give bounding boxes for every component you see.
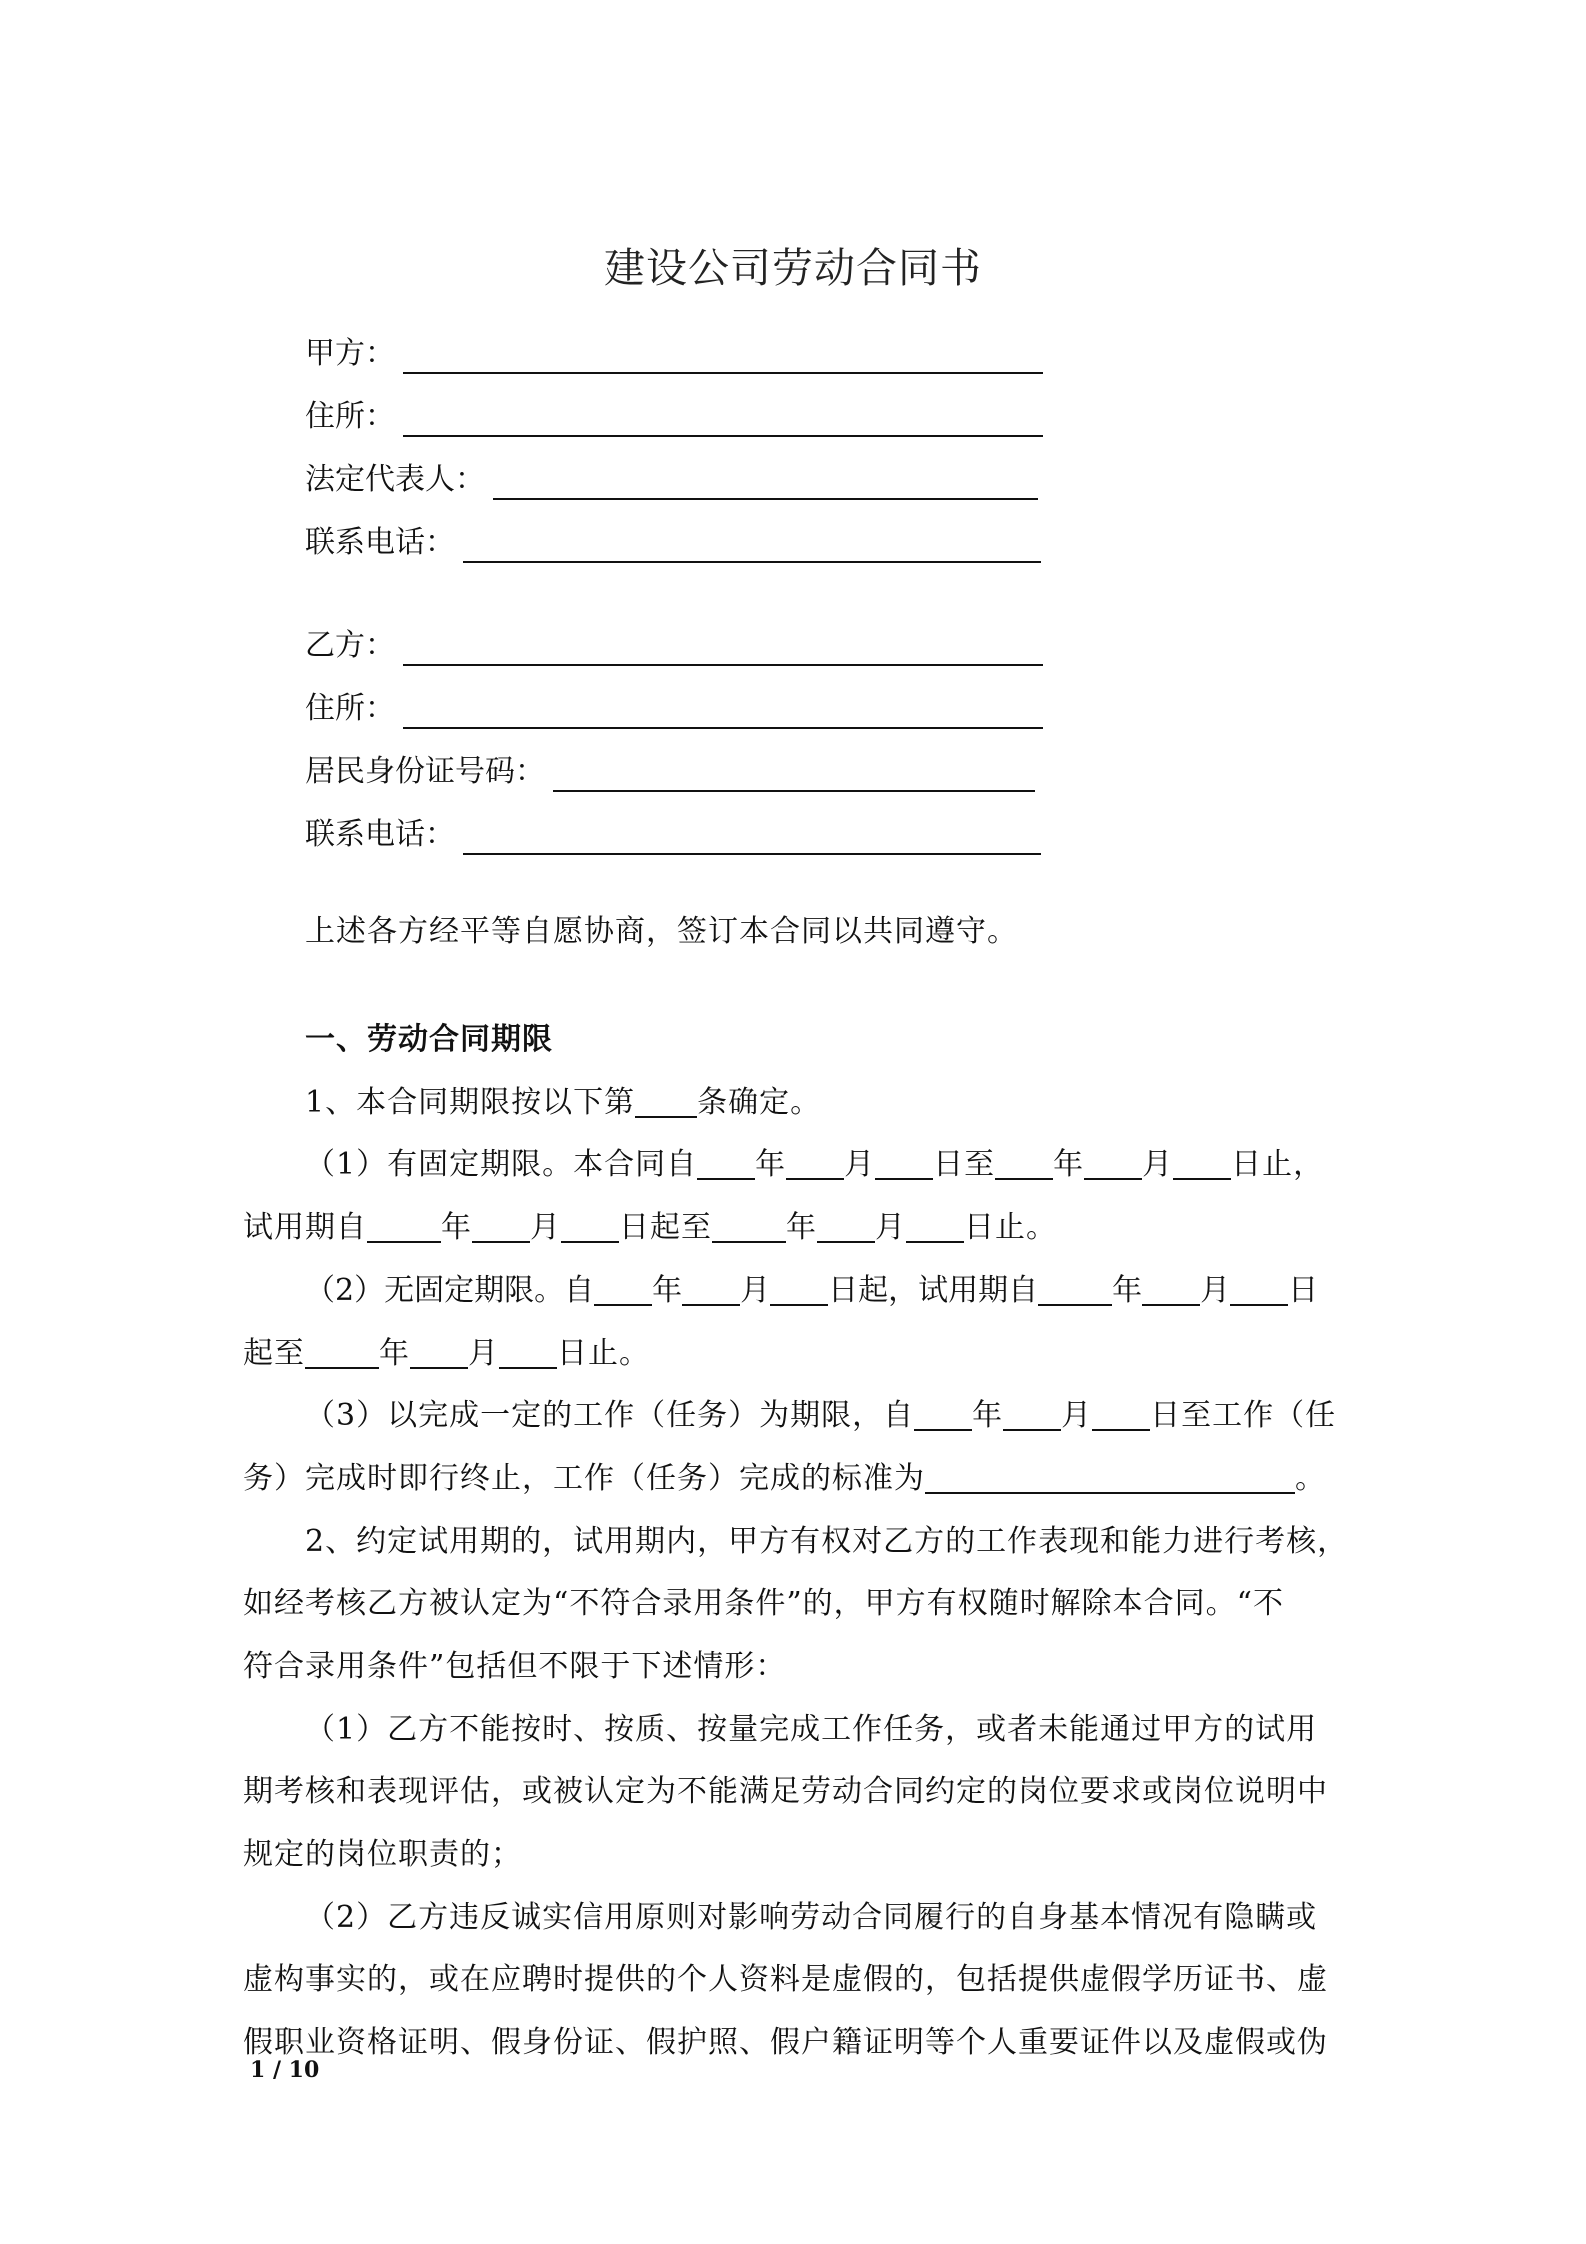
party-b-phone-label: 联系电话： [305,817,455,852]
day-blank[interactable] [875,1148,933,1180]
document-title: 建设公司劳动合同书 [604,244,982,292]
term-item-1 [305,1083,821,1123]
term-item-1-text-b: 条确定。 [697,1085,822,1120]
text: （3）以完成一定的工作（任务）为期限，自 [305,1398,915,1433]
term-option-blank[interactable] [635,1086,697,1118]
year-blank[interactable] [367,1211,441,1243]
text: 日 [1288,1273,1319,1308]
month-blank[interactable] [1084,1148,1142,1180]
page-number: 1 / 10 [250,2057,320,2083]
party-a-name-blank[interactable] [403,338,1043,374]
text: 务）完成时即行终止，工作（任务）完成的标准为 [243,1461,925,1496]
text: 年 [786,1210,817,1245]
month-blank[interactable] [1142,1274,1200,1306]
month-blank[interactable] [1003,1399,1061,1431]
text: 月 [1200,1273,1231,1308]
text: 。 [1295,1461,1326,1496]
text: （2）无固定期限。自 [305,1273,595,1308]
party-b-address-label: 住所： [305,691,395,726]
text: （1）有固定期限。本合同自 [305,1147,698,1182]
year-blank[interactable] [914,1399,972,1431]
text: 月 [844,1147,876,1182]
text: 日起，试用期自 [828,1273,1039,1308]
section-heading: 一、劳动合同期限 [305,1022,553,1057]
year-blank[interactable] [1038,1274,1112,1306]
year-blank[interactable] [712,1211,786,1243]
year-blank[interactable] [594,1274,652,1306]
text: 年 [1053,1147,1085,1182]
text: 月 [1061,1398,1093,1433]
party-a-name-field [305,330,1043,374]
intro-text: 上述各方经平等自愿协商，签订本合同以共同遵守。 [305,914,1018,949]
text: 月 [875,1210,906,1245]
cond2-line1: （2）乙方违反诚实信用原则对影响劳动合同履行的自身基本情况有隐瞒或 [305,1900,1318,1935]
year-blank[interactable] [305,1337,379,1369]
opt1-line1 [305,1145,1324,1185]
month-blank[interactable] [682,1274,740,1306]
party-b-id-label: 居民身份证号码： [305,754,545,789]
item2-line2: 如经考核乙方被认定为“不符合录用条件”的，甲方有权随时解除本合同。“不 [243,1586,1285,1621]
opt3-line2 [243,1459,1326,1499]
year-blank[interactable] [697,1148,755,1180]
cond2-line3: 假职业资格证明、假身份证、假护照、假户籍证明等个人重要证件以及虚假或伪 [243,2025,1328,2060]
text: 月 [740,1273,771,1308]
cond1-line3: 规定的岗位职责的； [243,1837,522,1872]
day-blank[interactable] [1092,1399,1150,1431]
text: 起至 [243,1336,305,1371]
cond1-line1: （1）乙方不能按时、按质、按量完成工作任务，或者未能通过甲方的试用 [305,1712,1318,1747]
term-item-1-text-a: 1、本合同期限按以下第 [305,1085,636,1120]
text: 月 [468,1336,499,1371]
item2-line3: 符合录用条件”包括但不限于下述情形： [243,1649,787,1684]
standard-blank[interactable] [925,1462,1295,1494]
month-blank[interactable] [472,1211,530,1243]
party-a-name-label: 甲方： [305,336,395,371]
opt1-line2 [243,1208,1057,1248]
day-blank[interactable] [1173,1148,1231,1180]
party-b-name-label: 乙方： [305,628,395,663]
party-b-name-blank[interactable] [403,630,1043,666]
party-b-phone-field [305,811,1041,855]
text: 年 [652,1273,683,1308]
month-blank[interactable] [410,1337,468,1369]
day-blank[interactable] [770,1274,828,1306]
month-blank[interactable] [817,1211,875,1243]
party-a-rep-field [305,456,1038,500]
party-a-rep-blank[interactable] [493,464,1038,500]
party-b-name-field [305,622,1043,666]
cond2-line2: 虚构事实的，或在应聘时提供的个人资料是虚假的，包括提供虚假学历证书、虚 [243,1962,1328,1997]
party-a-rep-label: 法定代表人： [305,462,485,497]
text: 试用期自 [243,1210,367,1245]
year-blank[interactable] [995,1148,1053,1180]
day-blank[interactable] [499,1337,557,1369]
day-blank[interactable] [561,1211,619,1243]
item2-line1: 2、约定试用期的，试用期内，甲方有权对乙方的工作表现和能力进行考核， [305,1524,1349,1559]
text: 年 [972,1398,1004,1433]
month-blank[interactable] [786,1148,844,1180]
opt2-line1 [305,1271,1318,1311]
opt2-line2 [243,1334,650,1374]
party-a-address-field [305,393,1043,437]
text: 日至工作（任 [1150,1398,1337,1433]
party-a-phone-blank[interactable] [463,527,1041,563]
cond1-line2: 期考核和表现评估，或被认定为不能满足劳动合同约定的岗位要求或岗位说明中 [243,1774,1328,1809]
text: 年 [755,1147,787,1182]
party-b-address-blank[interactable] [403,693,1043,729]
party-a-phone-label: 联系电话： [305,525,455,560]
text: 年 [379,1336,410,1371]
party-a-address-label: 住所： [305,399,395,434]
party-b-phone-blank[interactable] [463,819,1041,855]
day-blank[interactable] [906,1211,964,1243]
party-b-address-field [305,685,1043,729]
text: 日至 [933,1147,996,1182]
day-blank[interactable] [1230,1274,1288,1306]
opt3-line1 [305,1396,1336,1436]
text: 日起至 [619,1210,712,1245]
text: 日止。 [964,1210,1057,1245]
party-b-id-field [305,748,1035,792]
text: 年 [1112,1273,1143,1308]
party-a-address-blank[interactable] [403,401,1043,437]
text: 月 [530,1210,561,1245]
text: 日止。 [557,1336,650,1371]
text: 月 [1142,1147,1174,1182]
text: 年 [441,1210,472,1245]
party-a-phone-field [305,519,1041,563]
text: 日止， [1231,1147,1325,1182]
party-b-id-blank[interactable] [553,756,1035,792]
